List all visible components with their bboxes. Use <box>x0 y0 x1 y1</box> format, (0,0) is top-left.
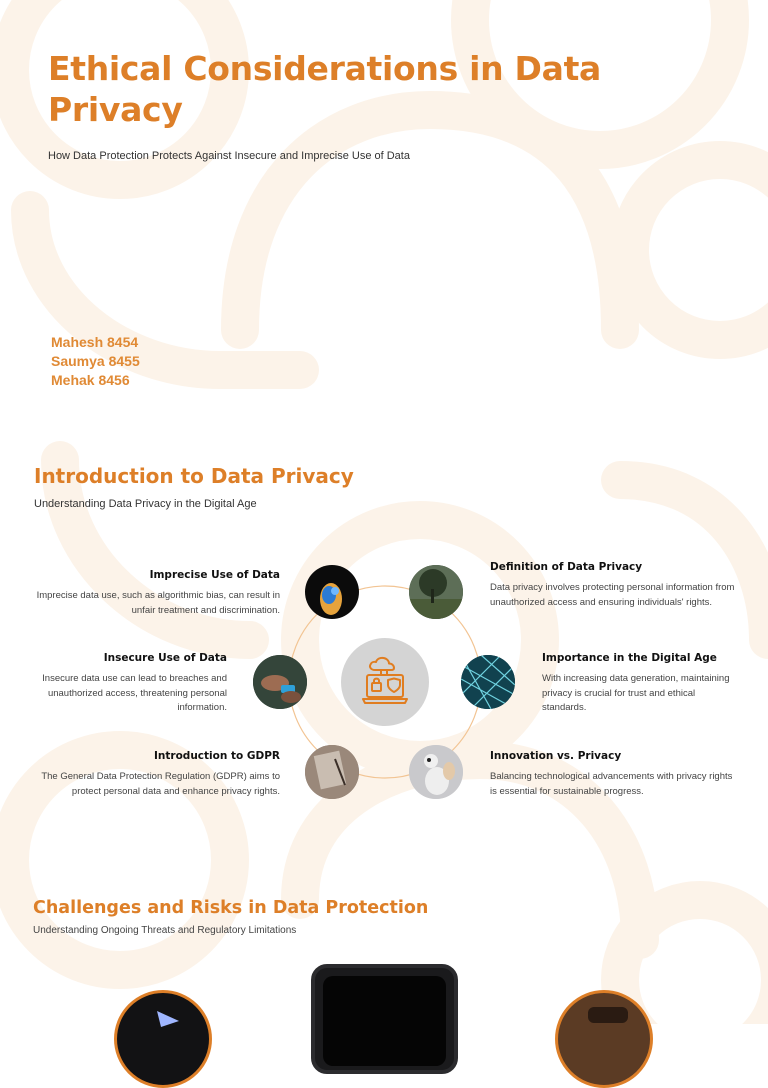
feature-description: With increasing data generation, maintaining privacy is crucial for trust and ethical standards. <box>542 673 730 713</box>
feature-description: Insecure data use can lead to breaches and unauthorized access, threatening personal information. <box>42 673 227 713</box>
feature-insecure-use <box>0 652 227 716</box>
feature-title: Definition of Data Privacy <box>490 561 643 573</box>
feature-innovation <box>490 750 735 799</box>
feature-title: Introduction to GDPR <box>154 750 280 762</box>
phone-image <box>311 964 458 1074</box>
network-mesh-photo <box>461 655 515 709</box>
feature-imprecise-use <box>35 569 280 618</box>
phone-screen <box>323 976 446 1066</box>
laptop-cloud-security-icon <box>361 656 409 706</box>
author-list <box>51 333 140 390</box>
feature-definition <box>490 561 735 610</box>
abstract-face-photo <box>305 565 359 619</box>
feature-title: Importance in the Digital Age <box>542 652 717 664</box>
author-name: Saumya 8455 <box>51 353 140 369</box>
feature-gdpr <box>35 750 280 799</box>
feature-title: Innovation vs. Privacy <box>490 750 622 762</box>
cyber-image <box>114 990 212 1088</box>
intro-section-title: Introduction to Data Privacy <box>34 464 354 488</box>
tree-landscape-photo <box>409 565 463 619</box>
feature-title: Imprecise Use of Data <box>149 569 280 581</box>
feature-title: Insecure Use of Data <box>103 652 227 664</box>
page-title: Ethical Considerations in Data Privacy <box>48 49 602 129</box>
feature-description: Data privacy involves protecting personal information from unauthorized access and ensuring individuals' rights. <box>490 582 735 608</box>
feature-importance <box>542 652 742 716</box>
feature-description: The General Data Protection Regulation (GDPR) aims to protect personal data and enhance privacy rights. <box>41 771 280 797</box>
author-name: Mahesh 8454 <box>51 334 139 350</box>
paper-pen-photo <box>305 745 359 799</box>
intro-section-subtitle: Understanding Data Privacy in the Digital Age <box>34 498 257 510</box>
gavel-image <box>555 990 653 1088</box>
challenges-section-title: Challenges and Risks in Data Protection <box>33 898 429 918</box>
center-disc <box>341 638 429 726</box>
author-name: Mehak 8456 <box>51 372 130 388</box>
robot-toy-photo <box>409 745 463 799</box>
feature-description: Balancing technological advancements with privacy rights is essential for sustainable progress. <box>490 771 733 797</box>
page-subtitle: How Data Protection Protects Against Insecure and Imprecise Use of Data <box>48 150 410 162</box>
challenges-section-subtitle: Understanding Ongoing Threats and Regulatory Limitations <box>33 925 297 936</box>
feature-description: Imprecise data use, such as algorithmic bias, can result in unfair treatment and discrimination. <box>36 590 280 616</box>
hands-phone-photo <box>253 655 307 709</box>
